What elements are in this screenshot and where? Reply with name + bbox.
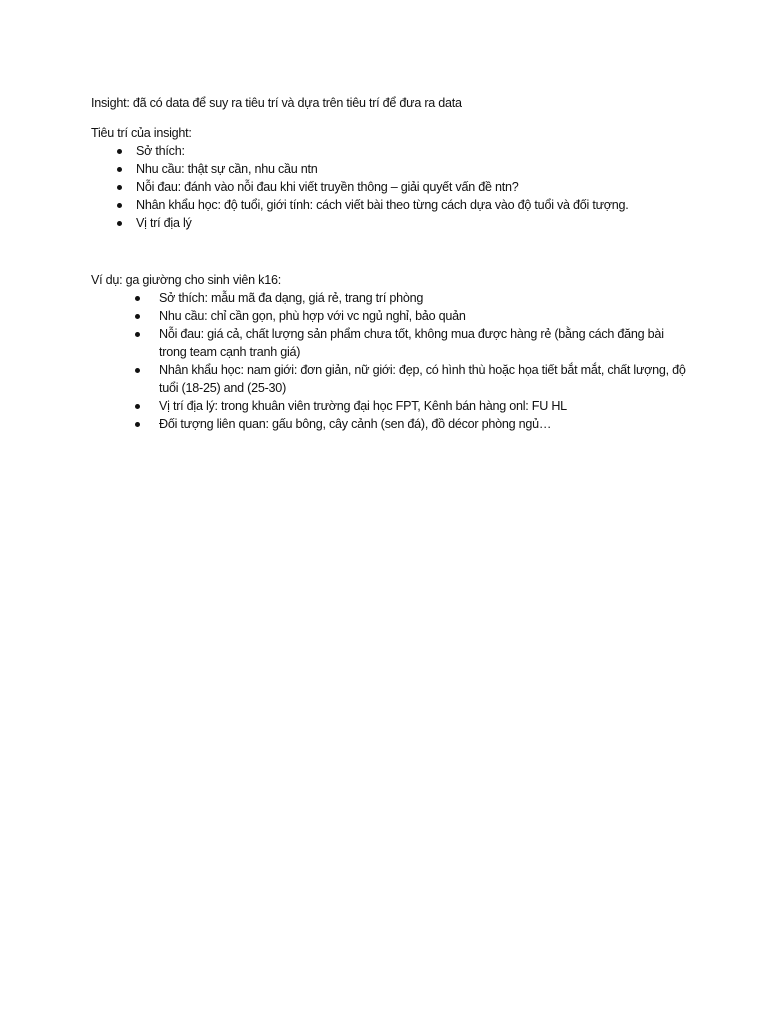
bullet-icon	[117, 221, 122, 226]
list-item: Vị trí địa lý: trong khuân viên trường đại học FPT, Kênh bán hàng onl: FU HL	[91, 397, 694, 415]
criteria-list	[91, 142, 691, 232]
bullet-icon	[135, 332, 140, 337]
list-item: Nhu cầu: thật sự cần, nhu cầu ntn	[91, 160, 691, 178]
bullet-icon	[135, 296, 140, 301]
bullet-icon	[117, 185, 122, 190]
bullet-icon	[135, 314, 140, 319]
example-heading: Ví dụ: ga giường cho sinh viên k16:	[91, 273, 281, 287]
list-item: Nỗi đau: giá cả, chất lượng sản phẩm chưa tốt, không mua được hàng rẻ (bằng cách đăng bài trong team cạnh tranh giá)	[91, 325, 694, 361]
list-item: Nỗi đau: đánh vào nỗi đau khi viết truyền thông – giải quyết vấn đề ntn?	[91, 178, 691, 196]
list-item: Đối tượng liên quan: gấu bông, cây cảnh (sen đá), đồ décor phòng ngủ…	[91, 415, 694, 433]
list-item: Sở thích:	[91, 142, 691, 160]
list-item: Sở thích: mẫu mã đa dạng, giá rẻ, trang trí phòng	[91, 289, 694, 307]
list-item: Nhân khẩu học: nam giới: đơn giản, nữ giới: đẹp, có hình thù hoặc họa tiết bắt mắt, chất lượng, độ tuổi (18-25) and (25-30)	[91, 361, 694, 397]
bullet-icon	[117, 149, 122, 154]
list-item: Vị trí địa lý	[91, 214, 691, 232]
document-body	[91, 94, 691, 433]
bullet-icon	[117, 203, 122, 208]
bullet-icon	[135, 368, 140, 373]
bullet-icon	[135, 404, 140, 409]
example-list	[91, 289, 691, 433]
list-item: Nhân khẩu học: độ tuổi, giới tính: cách viết bài theo từng cách dựa vào độ tuổi và đối tượng.	[91, 196, 691, 214]
bullet-icon	[135, 422, 140, 427]
criteria-heading: Tiêu trí của insight:	[91, 126, 192, 140]
bullet-icon	[117, 167, 122, 172]
list-item: Nhu cầu: chỉ cần gọn, phù hợp với vc ngủ nghỉ, bảo quản	[91, 307, 694, 325]
insight-line: Insight: đã có data để suy ra tiêu trí và dựa trên tiêu trí để đưa ra data	[91, 96, 462, 110]
